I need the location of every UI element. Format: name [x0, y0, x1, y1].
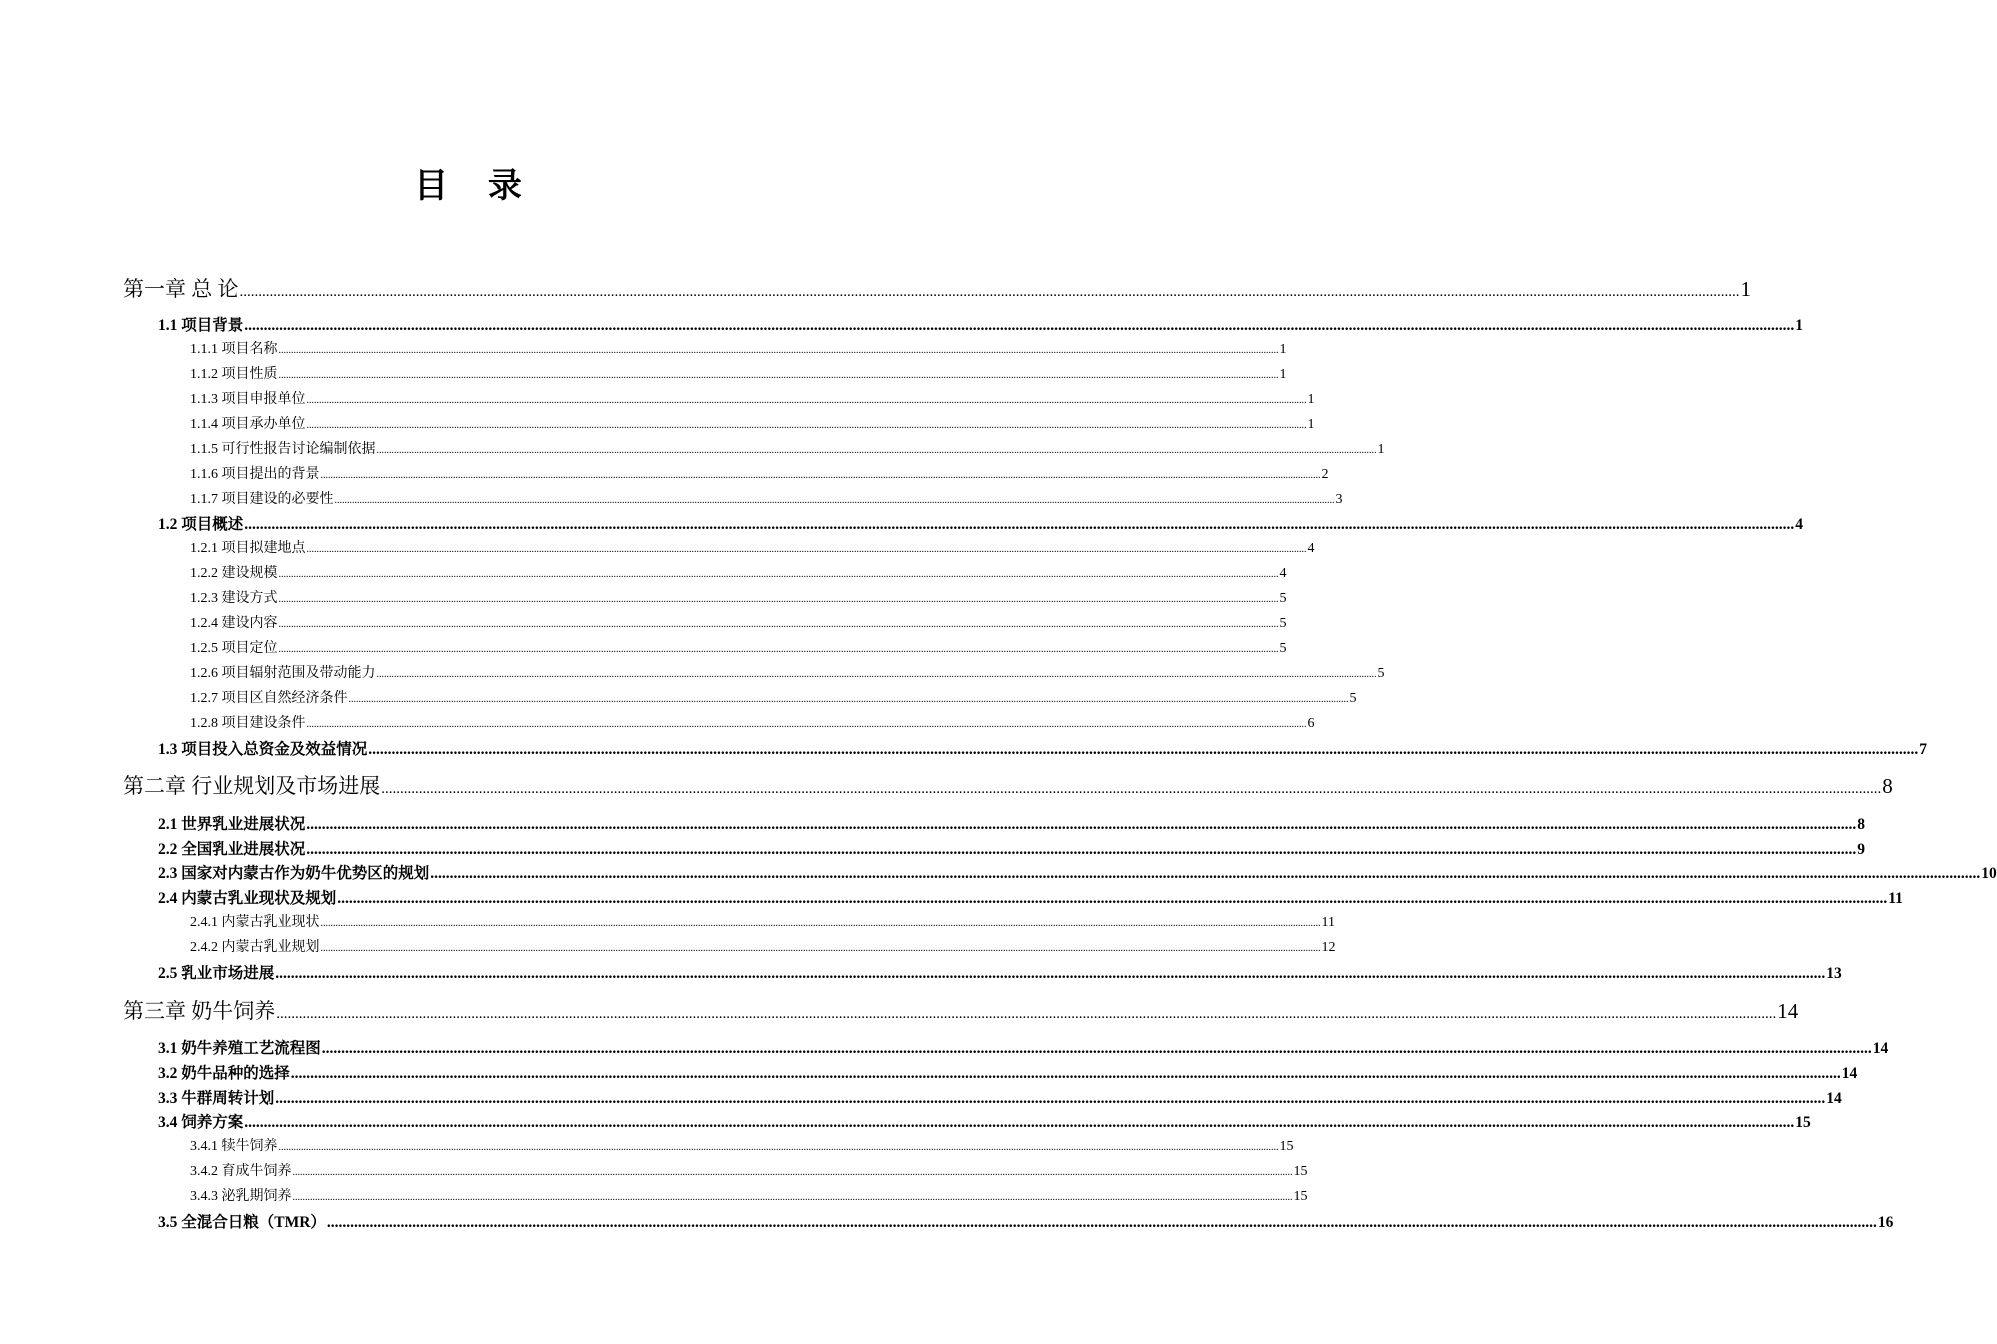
- toc-entry-title: 1.2.7 项目区自然经济条件: [190, 691, 348, 706]
- toc-page-number: 4: [1279, 566, 1287, 581]
- toc-leader-dots: ................................................................................................................................................................................................................................................................................................................................................................................................................: [278, 370, 1279, 381]
- toc-section[interactable]: [158, 1061, 1858, 1083]
- toc-page-number: 5: [1349, 691, 1357, 706]
- toc-leader-dots: ................................................................................................................................................................................................................................................................................................................................................................................................................: [334, 495, 1335, 506]
- toc-page-number: 12: [1321, 940, 1336, 955]
- toc-entry-title: 3.3 牛群周转计划: [158, 1090, 275, 1107]
- toc-section[interactable]: [158, 812, 1866, 834]
- toc-page-number: 5: [1279, 641, 1287, 656]
- toc-page-number: 7: [1919, 741, 1928, 758]
- toc-page-number: 8: [1857, 816, 1866, 833]
- toc-page-number: 9: [1857, 841, 1866, 858]
- toc-entry-title: 1.1.7 项目建设的必要性: [190, 492, 334, 507]
- toc-leader-dots: ................................................................................................................................................................................................................................................................................................................................................................................................................: [321, 1040, 1872, 1057]
- toc-leader-dots: ................................................................................................................................................................................................................................................................................................................................................................................................................: [348, 694, 1349, 705]
- toc-page-number: 14: [1777, 999, 1799, 1023]
- toc-page-number: 15: [1795, 1114, 1811, 1131]
- toc-leader-dots: ................................................................................................................................................................................................................................................................................................................................................................................................................: [306, 420, 1307, 431]
- toc-leader-dots: ................................................................................................................................................................................................................................................................................................................................................................................................................: [320, 943, 1321, 954]
- toc-section[interactable]: [158, 1210, 1894, 1232]
- toc-entry-title: 2.3 国家对内蒙古作为奶牛优势区的规划: [158, 865, 430, 882]
- toc-subsection[interactable]: [190, 911, 1335, 931]
- toc-leader-dots: ................................................................................................................................................................................................................................................................................................................................................................................................................: [306, 395, 1307, 406]
- toc-subsection[interactable]: [190, 562, 1287, 582]
- toc-leader-dots: ................................................................................................................................................................................................................................................................................................................................................................................................................: [306, 816, 1857, 833]
- toc-entry-title: 3.5 全混合日粮（TMR）: [158, 1214, 326, 1231]
- toc-leader-dots: ................................................................................................................................................................................................................................................................................................................................................................................................................: [381, 781, 1882, 797]
- toc-section[interactable]: [158, 837, 1866, 859]
- toc-leader-dots: ................................................................................................................................................................................................................................................................................................................................................................................................................: [306, 841, 1857, 858]
- toc-page-number: 15: [1293, 1189, 1308, 1204]
- toc-subsection[interactable]: [190, 1135, 1294, 1155]
- toc-leader-dots: ................................................................................................................................................................................................................................................................................................................................................................................................................: [368, 741, 1919, 758]
- toc-page-number: 3: [1335, 492, 1343, 507]
- toc-page-number: 1: [1307, 417, 1315, 432]
- toc-section[interactable]: [158, 313, 1804, 335]
- toc-subsection[interactable]: [190, 363, 1287, 383]
- toc-page-number: 16: [1877, 1214, 1894, 1231]
- toc-leader-dots: ................................................................................................................................................................................................................................................................................................................................................................................................................: [278, 594, 1279, 605]
- toc-title: 目 录: [414, 166, 536, 206]
- toc-entry-title: 3.4.2 育成牛饲养: [190, 1164, 292, 1179]
- toc-entry-title: 1.1.2 项目性质: [190, 367, 278, 382]
- toc-leader-dots: ................................................................................................................................................................................................................................................................................................................................................................................................................: [244, 516, 1795, 533]
- toc-subsection[interactable]: [190, 463, 1329, 483]
- toc-page-number: 1: [1307, 392, 1315, 407]
- toc-entry-title: 1.2.1 项目拟建地点: [190, 541, 306, 556]
- toc-entry-title: 第二章 行业规划及市场进展: [123, 774, 381, 798]
- toc-leader-dots: ................................................................................................................................................................................................................................................................................................................................................................................................................: [292, 1192, 1293, 1203]
- toc-page-number: 5: [1279, 591, 1287, 606]
- toc-leader-dots: ................................................................................................................................................................................................................................................................................................................................................................................................................: [244, 1114, 1795, 1131]
- toc-subsection[interactable]: [190, 537, 1315, 557]
- toc-entry-title: 1.2.5 项目定位: [190, 641, 278, 656]
- toc-leader-dots: ................................................................................................................................................................................................................................................................................................................................................................................................................: [244, 317, 1795, 334]
- toc-entry-title: 1.2 项目概述: [158, 516, 244, 533]
- toc-subsection[interactable]: [190, 438, 1385, 458]
- toc-leader-dots: ................................................................................................................................................................................................................................................................................................................................................................................................................: [276, 1006, 1777, 1022]
- toc-leader-dots: ................................................................................................................................................................................................................................................................................................................................................................................................................: [376, 669, 1377, 680]
- toc-leader-dots: ................................................................................................................................................................................................................................................................................................................................................................................................................: [278, 569, 1279, 580]
- toc-entry-title: 1.2.8 项目建设条件: [190, 716, 306, 731]
- toc-entry-title: 1.1.6 项目提出的背景: [190, 467, 320, 482]
- toc-subsection[interactable]: [190, 1160, 1308, 1180]
- toc-leader-dots: ................................................................................................................................................................................................................................................................................................................................................................................................................: [376, 445, 1377, 456]
- toc-page-number: 1: [1279, 342, 1287, 357]
- toc-page-number: 11: [1888, 890, 1903, 907]
- toc-entry-title: 第三章 奶牛饲养: [123, 999, 276, 1023]
- toc-entry-title: 1.3 项目投入总资金及效益情况: [158, 741, 368, 758]
- toc-entry-title: 3.1 奶牛养殖工艺流程图: [158, 1040, 321, 1057]
- toc-section[interactable]: [158, 1036, 1889, 1058]
- toc-page-number: 1: [1740, 277, 1751, 301]
- toc-page-number: 1: [1377, 442, 1385, 457]
- toc-chapter[interactable]: [123, 273, 1751, 303]
- toc-leader-dots: ................................................................................................................................................................................................................................................................................................................................................................................................................: [275, 1090, 1826, 1107]
- toc-leader-dots: ................................................................................................................................................................................................................................................................................................................................................................................................................: [275, 965, 1826, 982]
- toc-entry-title: 2.4 内蒙古乳业现状及规划: [158, 890, 337, 907]
- toc-page-number: 14: [1826, 1090, 1842, 1107]
- toc-leader-dots: ................................................................................................................................................................................................................................................................................................................................................................................................................: [337, 890, 1888, 907]
- toc-page-number: 11: [1321, 915, 1335, 930]
- toc-leader-dots: ................................................................................................................................................................................................................................................................................................................................................................................................................: [320, 470, 1321, 481]
- toc-page-number: 1: [1795, 317, 1804, 334]
- toc-leader-dots: ................................................................................................................................................................................................................................................................................................................................................................................................................: [290, 1065, 1841, 1082]
- toc-page-number: 1: [1279, 367, 1287, 382]
- toc-section[interactable]: [158, 961, 1842, 983]
- toc-entry-title: 2.4.1 内蒙古乳业现状: [190, 915, 320, 930]
- toc-subsection[interactable]: [190, 687, 1357, 707]
- toc-entry-title: 3.4.3 泌乳期饲养: [190, 1189, 292, 1204]
- toc-entry-title: 1.1.4 项目承办单位: [190, 417, 306, 432]
- toc-entry-title: 第一章 总 论: [123, 277, 239, 301]
- toc-entry-title: 1.2.2 建设规模: [190, 566, 278, 581]
- toc-entry-title: 1.1.3 项目申报单位: [190, 392, 306, 407]
- toc-leader-dots: ................................................................................................................................................................................................................................................................................................................................................................................................................: [306, 544, 1307, 555]
- toc-entry-title: 2.4.2 内蒙古乳业规划: [190, 940, 320, 955]
- toc-page-number: 14: [1872, 1040, 1889, 1057]
- toc-entry-title: 2.5 乳业市场进展: [158, 965, 275, 982]
- toc-leader-dots: ................................................................................................................................................................................................................................................................................................................................................................................................................: [306, 719, 1307, 730]
- toc-entry-title: 2.1 世界乳业进展状况: [158, 816, 306, 833]
- toc-chapter[interactable]: [123, 995, 1799, 1025]
- toc-subsection[interactable]: [190, 587, 1287, 607]
- toc-page-number: 10: [1981, 865, 1997, 882]
- toc-page-number: 4: [1795, 516, 1804, 533]
- toc-leader-dots: ................................................................................................................................................................................................................................................................................................................................................................................................................: [278, 619, 1279, 630]
- toc-page-number: 2: [1321, 467, 1329, 482]
- toc-entry-title: 1.2.3 建设方式: [190, 591, 278, 606]
- toc-leader-dots: ................................................................................................................................................................................................................................................................................................................................................................................................................: [430, 865, 1981, 882]
- toc-page-number: 5: [1377, 666, 1385, 681]
- toc-leader-dots: ................................................................................................................................................................................................................................................................................................................................................................................................................: [239, 284, 1740, 300]
- toc-page-number: 15: [1279, 1139, 1294, 1154]
- toc-page-number: 13: [1826, 965, 1842, 982]
- toc-subsection[interactable]: [190, 388, 1315, 408]
- toc-leader-dots: ................................................................................................................................................................................................................................................................................................................................................................................................................: [326, 1214, 1877, 1231]
- toc-page-number: 5: [1279, 616, 1287, 631]
- toc-entry-title: 1.1 项目背景: [158, 317, 244, 334]
- toc-section[interactable]: [158, 512, 1804, 534]
- toc-entry-title: 1.2.4 建设内容: [190, 616, 278, 631]
- toc-subsection[interactable]: [190, 1185, 1308, 1205]
- toc-leader-dots: ................................................................................................................................................................................................................................................................................................................................................................................................................: [278, 644, 1279, 655]
- toc-entry-title: 1.2.6 项目辐射范围及带动能力: [190, 666, 376, 681]
- toc-subsection[interactable]: [190, 338, 1287, 358]
- toc-entry-title: 3.4.1 犊牛饲养: [190, 1139, 278, 1154]
- toc-chapter[interactable]: [123, 770, 1893, 800]
- toc-subsection[interactable]: [190, 488, 1343, 508]
- toc-section[interactable]: [158, 886, 1903, 908]
- toc-section[interactable]: [158, 1110, 1811, 1132]
- toc-entry-title: 2.2 全国乳业进展状况: [158, 841, 306, 858]
- toc-section[interactable]: [158, 1086, 1842, 1108]
- toc-page-number: 4: [1307, 541, 1315, 556]
- toc-section[interactable]: [158, 861, 1997, 883]
- toc-subsection[interactable]: [190, 662, 1385, 682]
- toc-page-number: 15: [1293, 1164, 1308, 1179]
- toc-entry-title: 3.4 饲养方案: [158, 1114, 244, 1131]
- toc-subsection[interactable]: [190, 712, 1315, 732]
- toc-page-number: 14: [1841, 1065, 1858, 1082]
- toc-section[interactable]: [158, 737, 1928, 759]
- toc-subsection[interactable]: [190, 413, 1315, 433]
- toc-leader-dots: ................................................................................................................................................................................................................................................................................................................................................................................................................: [292, 1167, 1293, 1178]
- toc-subsection[interactable]: [190, 936, 1336, 956]
- toc-subsection[interactable]: [190, 637, 1287, 657]
- toc-page-number: 6: [1307, 716, 1315, 731]
- toc-leader-dots: ................................................................................................................................................................................................................................................................................................................................................................................................................: [320, 918, 1321, 929]
- toc-leader-dots: ................................................................................................................................................................................................................................................................................................................................................................................................................: [278, 345, 1279, 356]
- toc-subsection[interactable]: [190, 612, 1287, 632]
- toc-leader-dots: ................................................................................................................................................................................................................................................................................................................................................................................................................: [278, 1142, 1279, 1153]
- toc-entry-title: 1.1.5 可行性报告讨论编制依据: [190, 442, 376, 457]
- toc-page-number: 8: [1882, 774, 1893, 798]
- toc-entry-title: 3.2 奶牛品种的选择: [158, 1065, 290, 1082]
- toc-entry-title: 1.1.1 项目名称: [190, 342, 278, 357]
